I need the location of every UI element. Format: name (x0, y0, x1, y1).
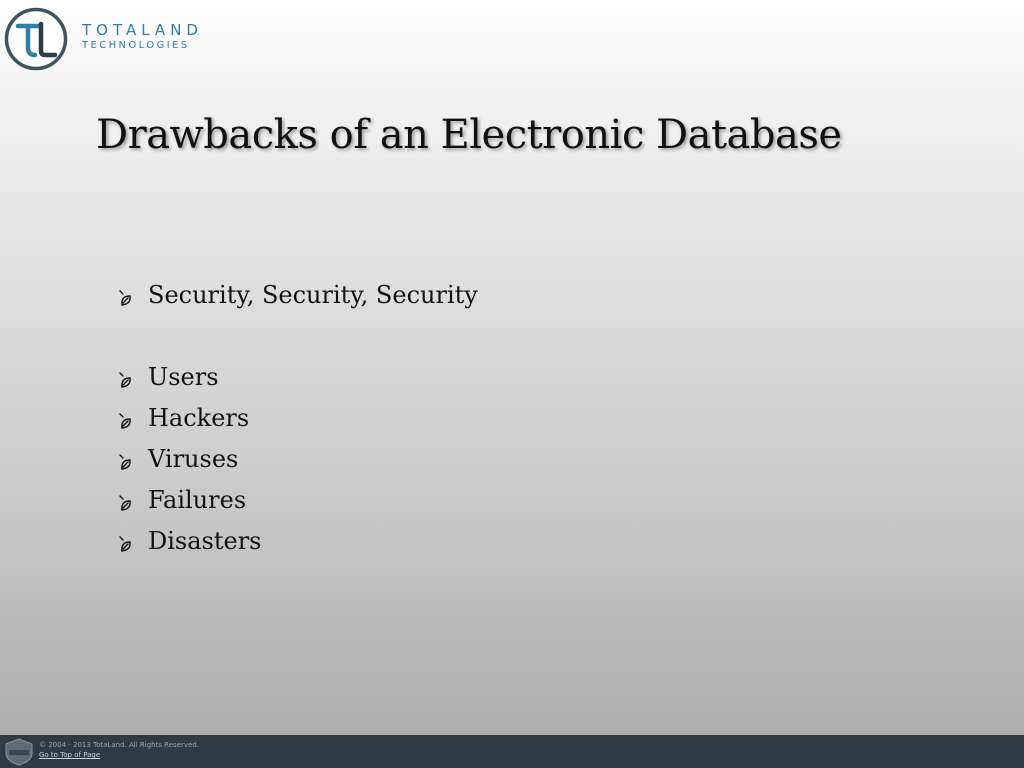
bullet-item (118, 397, 478, 438)
bullet-item (118, 438, 478, 479)
tl-monogram-icon (4, 7, 68, 71)
bullet-text: Disasters (148, 526, 262, 555)
logo-brand-subtitle: TECHNOLOGIES (82, 40, 190, 51)
bullet-text: Users (148, 362, 219, 391)
bullet-text: Viruses (148, 444, 239, 473)
bullet-item (118, 479, 478, 520)
leaf-bullet-icon (118, 371, 134, 389)
page-footer (0, 735, 1024, 768)
leaf-bullet-icon (118, 289, 134, 307)
logo-wordmark (82, 23, 203, 51)
bullet-item (118, 520, 478, 561)
totaland-logo (4, 7, 224, 71)
leaf-bullet-icon (118, 412, 134, 430)
go-to-top-link[interactable]: Go to Top of Page (39, 751, 101, 759)
bullet-list (118, 274, 478, 561)
slide-title: Drawbacks of an Electronic Database (96, 112, 842, 158)
logo-brand-name: TOTALAND (82, 21, 203, 39)
bullet-item (118, 356, 478, 397)
bullet-text: Security, Security, Security (148, 280, 478, 309)
footer-text (39, 740, 199, 760)
certified-badge-icon (4, 738, 34, 766)
bullet-text: Hackers (148, 403, 250, 432)
bullet-text: Failures (148, 485, 247, 514)
copyright-text: © 2004 - 2013 TotaLand. All Rights Reserved. (39, 741, 199, 749)
leaf-bullet-icon (118, 453, 134, 471)
bullet-item (118, 274, 478, 315)
leaf-bullet-icon (118, 535, 134, 553)
leaf-bullet-icon (118, 494, 134, 512)
